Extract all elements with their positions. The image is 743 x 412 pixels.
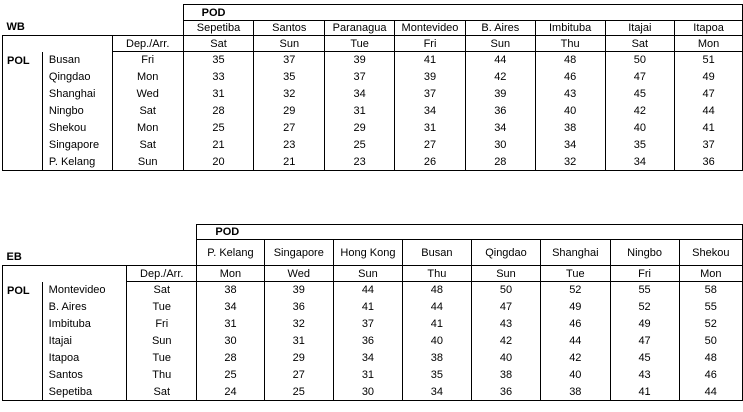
transit-days-cell: 34: [395, 103, 466, 120]
table-row: [3, 333, 743, 350]
transit-days-cell: 49: [675, 69, 743, 86]
transit-days-cell: 42: [541, 350, 610, 367]
transit-days-cell: 40: [541, 367, 610, 384]
transit-days-cell: 47: [610, 333, 679, 350]
departure-day: Mon: [112, 69, 183, 86]
pod-port-header: Itajai: [605, 21, 675, 36]
transit-days-cell: 29: [264, 350, 334, 367]
transit-days-cell: 39: [264, 282, 334, 299]
transit-days-cell: 20: [183, 154, 254, 171]
transit-days-cell: 33: [183, 69, 254, 86]
transit-days-cell: 48: [402, 282, 471, 299]
table-row: [3, 299, 743, 316]
pol-port: Itajai: [42, 333, 126, 350]
transit-days-cell: 49: [541, 299, 610, 316]
pol-port: Ningbo: [42, 103, 112, 120]
transit-days-cell: 41: [610, 384, 679, 401]
pol-port: Singapore: [42, 137, 112, 154]
pod-header: POD: [183, 5, 742, 21]
transit-days-cell: 32: [254, 86, 325, 103]
transit-days-cell: 38: [535, 120, 605, 137]
transit-days-cell: 45: [605, 86, 675, 103]
pod-header: POD: [197, 225, 743, 240]
pod-port-header: Paranagua: [325, 21, 395, 36]
transit-days-cell: 31: [183, 86, 254, 103]
transit-days-cell: 31: [197, 316, 264, 333]
transit-days-cell: 29: [325, 120, 395, 137]
transit-days-cell: 27: [264, 367, 334, 384]
pol-label: POL: [3, 52, 43, 171]
transit-days-cell: 40: [535, 103, 605, 120]
table-row: [3, 384, 743, 401]
pod-port-header: Santos: [254, 21, 325, 36]
pol-port: Shekou: [42, 120, 112, 137]
transit-days-cell: 30: [197, 333, 264, 350]
transit-days-cell: 42: [605, 103, 675, 120]
transit-days-cell: 38: [402, 350, 471, 367]
transit-days-cell: 47: [675, 86, 743, 103]
transit-days-cell: 35: [605, 137, 675, 154]
transit-days-cell: 44: [402, 299, 471, 316]
transit-days-cell: 25: [325, 137, 395, 154]
transit-days-cell: 58: [679, 282, 742, 299]
table-row: [3, 86, 743, 103]
transit-days-cell: 45: [610, 350, 679, 367]
departure-day: Sat: [127, 384, 197, 401]
transit-days-cell: 44: [465, 52, 535, 69]
departure-day: Sat: [127, 282, 197, 299]
transit-days-cell: 36: [334, 333, 403, 350]
arrival-day: Thu: [535, 36, 605, 52]
transit-days-cell: 41: [334, 299, 403, 316]
pod-port-header: Shekou: [679, 240, 742, 266]
arrival-day: Sat: [605, 36, 675, 52]
transit-days-cell: 39: [465, 86, 535, 103]
table-row: [3, 69, 743, 86]
transit-days-cell: 41: [402, 316, 471, 333]
transit-days-cell: 42: [465, 69, 535, 86]
transit-days-cell: 32: [535, 154, 605, 171]
transit-days-cell: 34: [197, 299, 264, 316]
transit-days-cell: 52: [679, 316, 742, 333]
pol-port: Itapoa: [42, 350, 126, 367]
transit-days-cell: 40: [605, 120, 675, 137]
arrival-day: Mon: [675, 36, 743, 52]
arrival-day: Sun: [254, 36, 325, 52]
pol-port: Shanghai: [42, 86, 112, 103]
transit-days-cell: 36: [675, 154, 743, 171]
transit-days-cell: 35: [402, 367, 471, 384]
pod-port-header: Shanghai: [541, 240, 610, 266]
transit-days-cell: 44: [541, 333, 610, 350]
transit-days-cell: 52: [541, 282, 610, 299]
transit-days-cell: 25: [197, 367, 264, 384]
transit-days-cell: 37: [395, 86, 466, 103]
transit-days-cell: 27: [395, 137, 466, 154]
arrival-day: Tue: [325, 36, 395, 52]
wb-schedule-table: [2, 4, 743, 171]
arrival-day: Tue: [541, 266, 610, 282]
pod-port-header: Qingdao: [471, 240, 540, 266]
transit-days-cell: 46: [679, 367, 742, 384]
transit-days-cell: 35: [254, 69, 325, 86]
transit-days-cell: 34: [402, 384, 471, 401]
pod-port-header: Hong Kong: [334, 240, 403, 266]
transit-days-cell: 50: [679, 333, 742, 350]
transit-days-cell: 21: [183, 137, 254, 154]
departure-day: Tue: [127, 350, 197, 367]
transit-days-cell: 34: [465, 120, 535, 137]
table-row: [3, 137, 743, 154]
pod-port-header: Busan: [402, 240, 471, 266]
transit-days-cell: 31: [325, 103, 395, 120]
transit-days-cell: 21: [254, 154, 325, 171]
pod-port-header: P. Kelang: [197, 240, 264, 266]
transit-days-cell: 55: [610, 282, 679, 299]
transit-days-cell: 46: [535, 69, 605, 86]
transit-days-cell: 43: [610, 367, 679, 384]
departure-day: Sun: [127, 333, 197, 350]
transit-days-cell: 26: [395, 154, 466, 171]
transit-days-cell: 37: [254, 52, 325, 69]
transit-days-cell: 24: [197, 384, 264, 401]
pol-port: B. Aires: [42, 299, 126, 316]
transit-days-cell: 35: [183, 52, 254, 69]
pod-port-header: Montevideo: [395, 21, 466, 36]
departure-day: Tue: [127, 299, 197, 316]
transit-days-cell: 28: [183, 103, 254, 120]
pol-port: Busan: [42, 52, 112, 69]
arrival-day: Fri: [610, 266, 679, 282]
transit-days-cell: 52: [610, 299, 679, 316]
transit-days-cell: 40: [471, 350, 540, 367]
departure-day: Sat: [112, 137, 183, 154]
transit-days-cell: 37: [325, 69, 395, 86]
transit-days-cell: 30: [465, 137, 535, 154]
arrival-day: Fri: [395, 36, 466, 52]
transit-days-cell: 25: [183, 120, 254, 137]
transit-days-cell: 48: [679, 350, 742, 367]
table-row: [3, 316, 743, 333]
eb-schedule-table: [2, 224, 743, 401]
table-row: [3, 120, 743, 137]
pol-port: Santos: [42, 367, 126, 384]
arrival-day: Thu: [402, 266, 471, 282]
departure-day: Mon: [112, 120, 183, 137]
pod-port-header: Ningbo: [610, 240, 679, 266]
pod-port-header: Sepetiba: [183, 21, 254, 36]
section-label: WB: [6, 21, 25, 33]
transit-days-cell: 34: [535, 137, 605, 154]
transit-days-cell: 28: [197, 350, 264, 367]
transit-days-cell: 50: [471, 282, 540, 299]
transit-days-cell: 50: [605, 52, 675, 69]
transit-days-cell: 29: [254, 103, 325, 120]
transit-days-cell: 38: [471, 367, 540, 384]
section-label: EB: [6, 251, 22, 263]
transit-days-cell: 44: [675, 103, 743, 120]
table-row: [3, 103, 743, 120]
transit-days-cell: 34: [605, 154, 675, 171]
transit-days-cell: 34: [325, 86, 395, 103]
transit-days-cell: 44: [679, 384, 742, 401]
departure-day: Sun: [112, 154, 183, 171]
transit-days-cell: 39: [395, 69, 466, 86]
transit-days-cell: 32: [264, 316, 334, 333]
transit-days-cell: 31: [395, 120, 466, 137]
transit-days-cell: 49: [610, 316, 679, 333]
transit-days-cell: 36: [465, 103, 535, 120]
transit-days-cell: 25: [264, 384, 334, 401]
transit-days-cell: 51: [675, 52, 743, 69]
table-row: [3, 367, 743, 384]
departure-day: Fri: [112, 52, 183, 69]
transit-days-cell: 31: [264, 333, 334, 350]
pod-port-header: B. Aires: [465, 21, 535, 36]
pol-port: Montevideo: [42, 282, 126, 299]
arrival-day: Sun: [471, 266, 540, 282]
table-row: [3, 154, 743, 171]
transit-days-cell: 37: [675, 137, 743, 154]
departure-day: Fri: [127, 316, 197, 333]
transit-days-cell: 41: [675, 120, 743, 137]
transit-days-cell: 36: [471, 384, 540, 401]
transit-days-cell: 55: [679, 299, 742, 316]
table-row: [3, 52, 743, 69]
transit-days-cell: 40: [402, 333, 471, 350]
transit-days-cell: 23: [254, 137, 325, 154]
departure-day: Sat: [112, 103, 183, 120]
transit-days-cell: 38: [541, 384, 610, 401]
transit-days-cell: 43: [471, 316, 540, 333]
departure-day: Thu: [127, 367, 197, 384]
transit-days-cell: 28: [465, 154, 535, 171]
transit-days-cell: 42: [471, 333, 540, 350]
transit-days-cell: 30: [334, 384, 403, 401]
transit-days-cell: 23: [325, 154, 395, 171]
pol-port: Qingdao: [42, 69, 112, 86]
pol-port: Sepetiba: [42, 384, 126, 401]
arrival-day: Sun: [334, 266, 403, 282]
arrival-day: Mon: [679, 266, 742, 282]
table-row: [3, 350, 743, 367]
transit-days-cell: 37: [334, 316, 403, 333]
pol-label: POL: [3, 282, 43, 401]
table-row: [3, 282, 743, 299]
arrival-day: Wed: [264, 266, 334, 282]
transit-days-cell: 39: [325, 52, 395, 69]
dep-arr-header: Dep./Arr.: [112, 36, 183, 52]
dep-arr-header: Dep./Arr.: [127, 266, 197, 282]
transit-days-cell: 34: [334, 350, 403, 367]
pol-port: P. Kelang: [42, 154, 112, 171]
transit-days-cell: 36: [264, 299, 334, 316]
transit-days-cell: 46: [541, 316, 610, 333]
pol-port: Imbituba: [42, 316, 126, 333]
arrival-day: Sat: [183, 36, 254, 52]
departure-day: Wed: [112, 86, 183, 103]
transit-days-cell: 48: [535, 52, 605, 69]
transit-days-cell: 44: [334, 282, 403, 299]
transit-days-cell: 47: [471, 299, 540, 316]
transit-days-cell: 43: [535, 86, 605, 103]
arrival-day: Mon: [197, 266, 264, 282]
pod-port-header: Singapore: [264, 240, 334, 266]
transit-days-cell: 38: [197, 282, 264, 299]
arrival-day: Sun: [465, 36, 535, 52]
transit-days-cell: 31: [334, 367, 403, 384]
transit-days-cell: 41: [395, 52, 466, 69]
transit-days-cell: 47: [605, 69, 675, 86]
pod-port-header: Itapoa: [675, 21, 743, 36]
transit-days-cell: 27: [254, 120, 325, 137]
pod-port-header: Imbituba: [535, 21, 605, 36]
